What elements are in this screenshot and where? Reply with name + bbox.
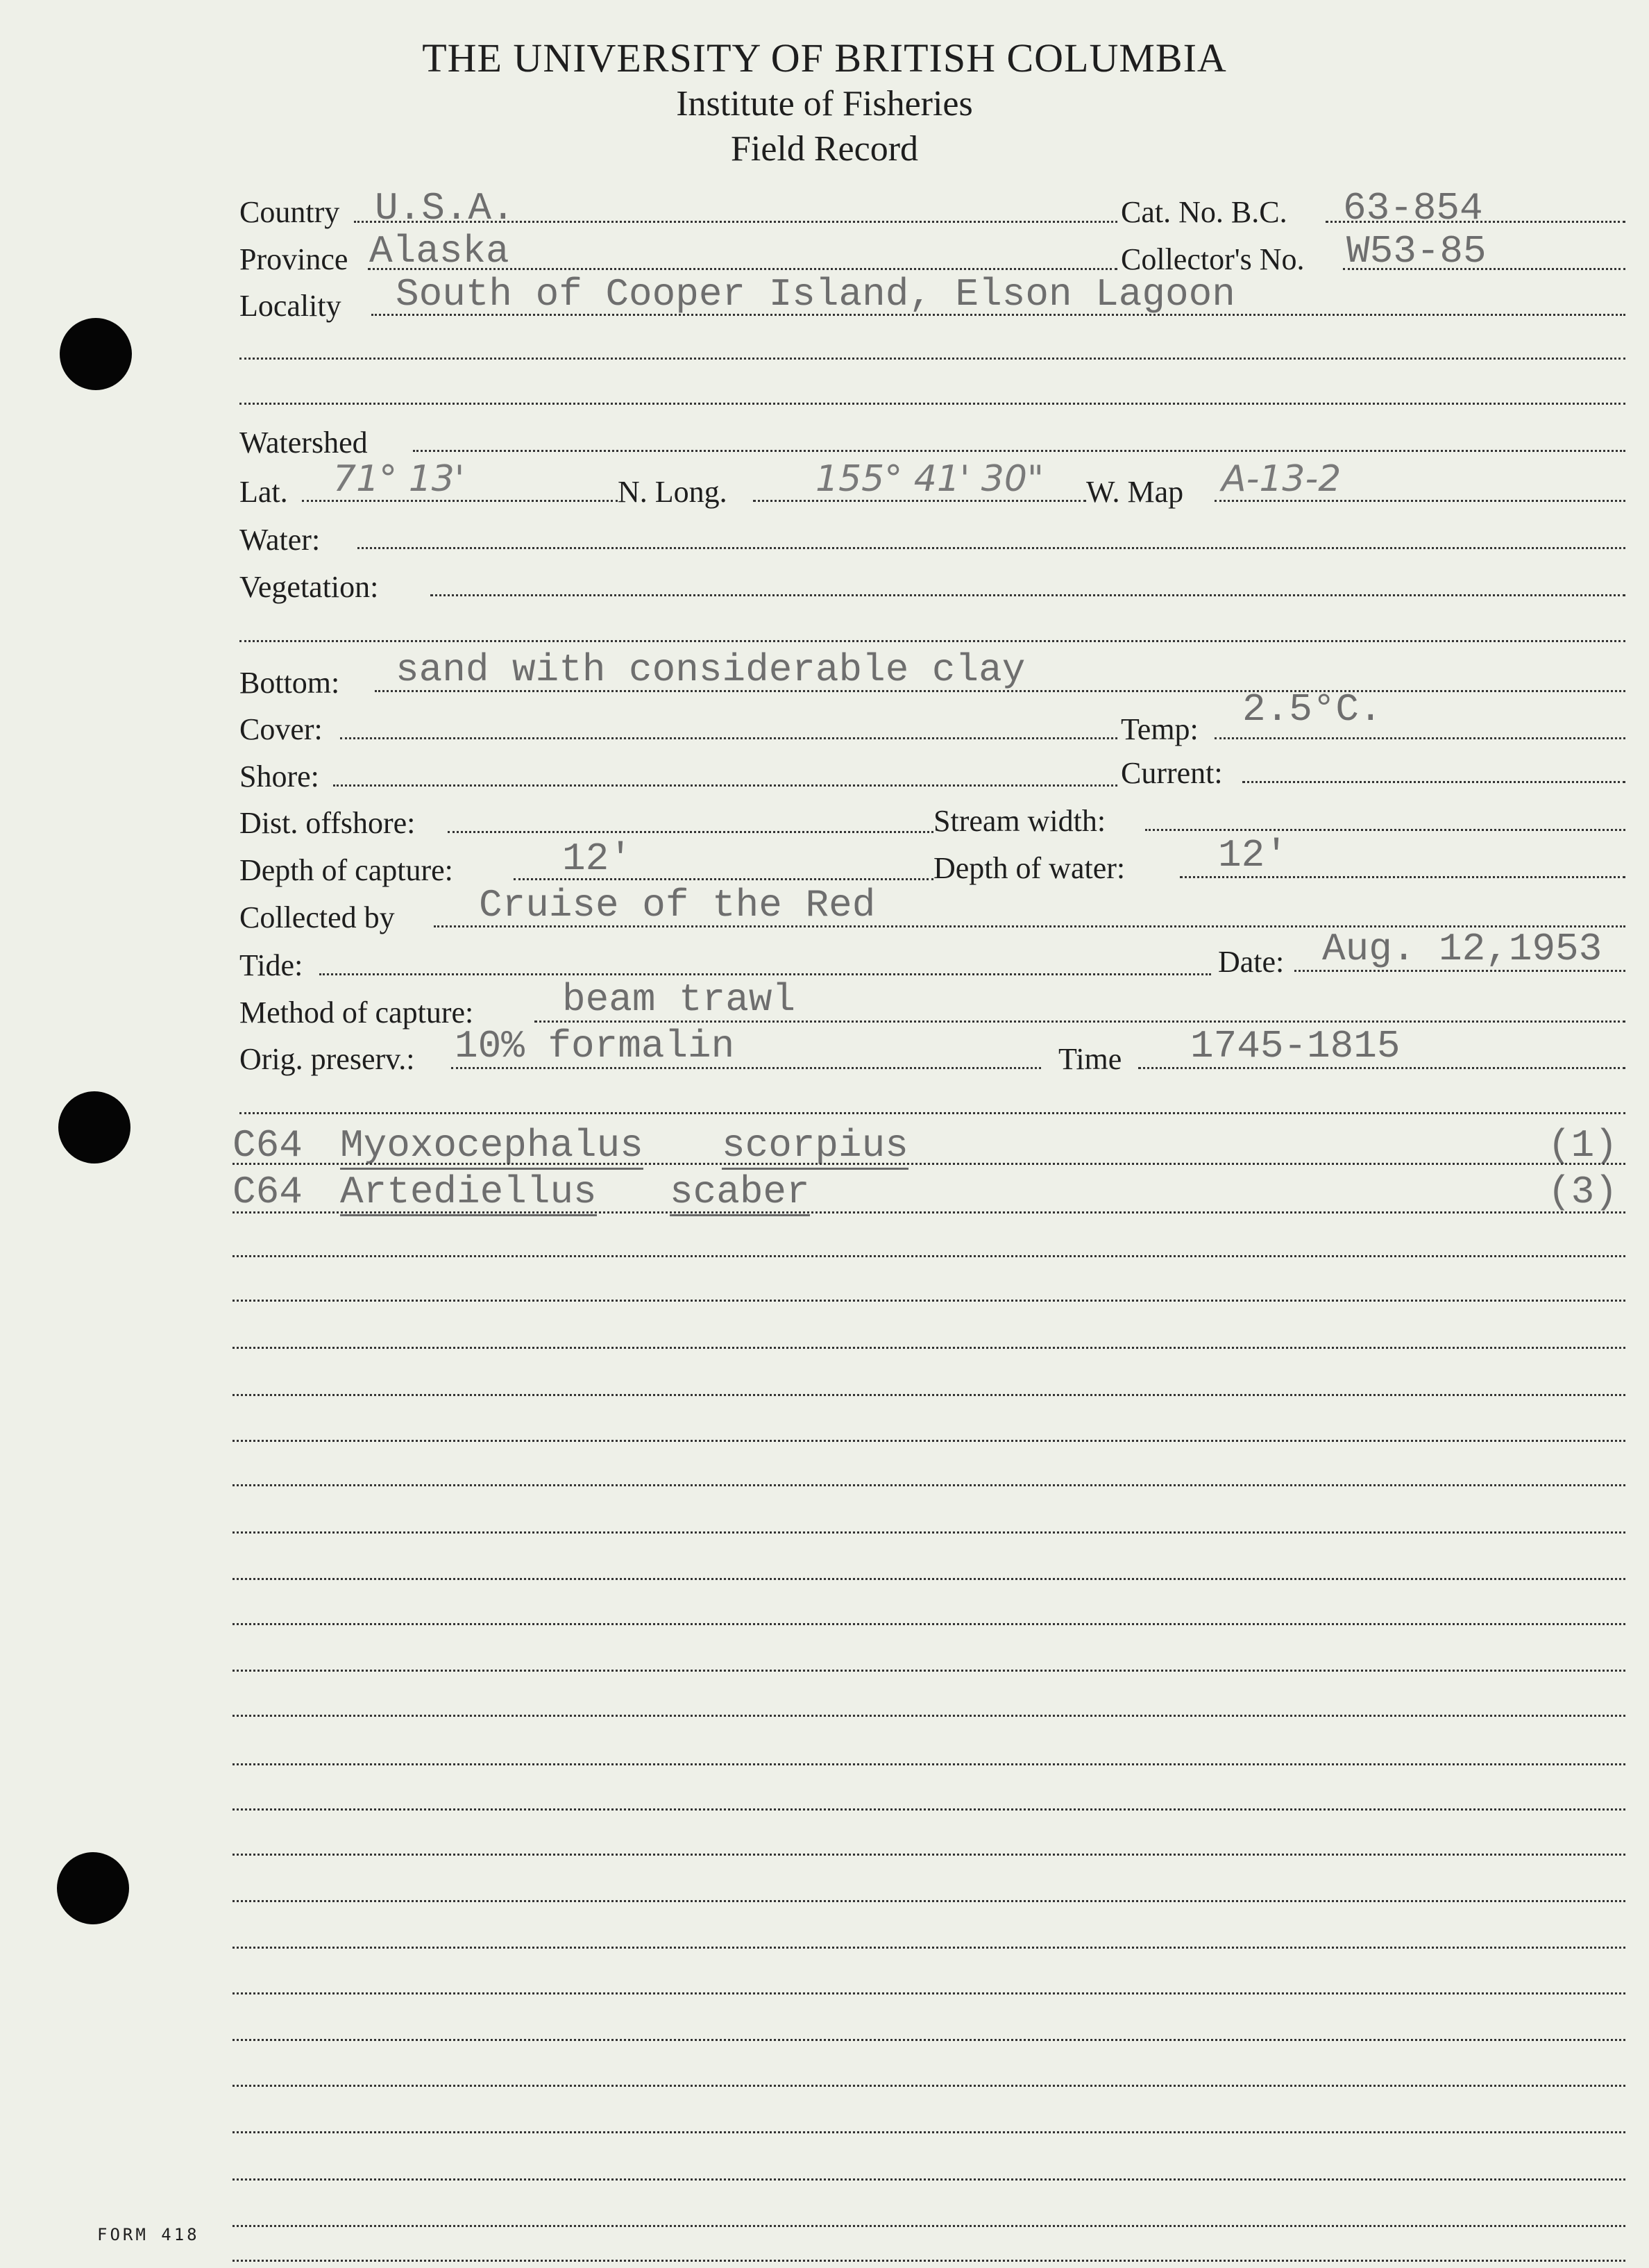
lat-line: [302, 500, 618, 502]
blank-line: [232, 2131, 1625, 2133]
specimen-species: scaber: [670, 1170, 810, 1216]
blank-line: [232, 1715, 1625, 1717]
blank-line: [232, 1347, 1625, 1349]
long-label: N. Long.: [618, 475, 727, 509]
collector-no-value: W53-85: [1346, 229, 1487, 274]
cover-label: Cover:: [239, 712, 323, 746]
locality-label: Locality: [239, 289, 341, 323]
blank-line: [232, 1578, 1625, 1580]
temp-line: [1215, 737, 1625, 739]
province-label: Province: [239, 242, 348, 276]
date-label: Date:: [1218, 945, 1285, 979]
blank-line: [232, 1670, 1625, 1672]
long-value: 155° 41' 30": [815, 458, 1044, 500]
shore-line: [333, 784, 1117, 787]
specimen-genus: Myoxocephalus: [340, 1123, 643, 1170]
time-label: Time: [1058, 1042, 1122, 1076]
temp-label: Temp:: [1121, 712, 1199, 746]
water-line: [357, 547, 1625, 549]
institute-title: Institute of Fisheries: [676, 84, 973, 124]
map-value: A-13-2: [1221, 458, 1342, 500]
collected-by-value: Cruise of the Red: [479, 883, 876, 927]
blank-line: [232, 1947, 1625, 1949]
blank-line: [232, 1992, 1625, 1994]
current-label: Current:: [1121, 756, 1223, 790]
blank-line: [232, 2260, 1625, 2262]
watershed-label: Watershed: [239, 426, 368, 460]
preserv-label: Orig. preserv.:: [239, 1042, 415, 1076]
blank-line: [232, 1623, 1625, 1625]
lat-label: Lat.: [239, 475, 288, 509]
date-value: Aug. 12,1953: [1322, 927, 1603, 971]
locality-value: South of Cooper Island, Elson Lagoon: [396, 272, 1235, 317]
specimen-code: C64: [232, 1170, 303, 1214]
blank-line: [232, 1484, 1625, 1486]
blank-line: [232, 2178, 1625, 2181]
vegetation-label: Vegetation:: [239, 570, 379, 604]
specimen-count: (3): [1548, 1170, 1618, 1214]
punch-hole-bottom: [57, 1852, 129, 1924]
blank-line: [232, 2085, 1625, 2087]
specimen-count: (1): [1548, 1123, 1618, 1168]
blank-line: [232, 1900, 1625, 1902]
blank-line: [232, 1394, 1625, 1396]
collector-no-label: Collector's No.: [1121, 242, 1305, 276]
blank-line: [232, 1763, 1625, 1765]
method-label: Method of capture:: [239, 996, 474, 1030]
cat-no-value: 63-854: [1343, 186, 1483, 230]
tide-label: Tide:: [239, 948, 303, 982]
collected-by-label: Collected by: [239, 900, 395, 934]
blank-line: [239, 403, 1625, 405]
long-line: [753, 500, 1086, 502]
stream-width-line: [1145, 829, 1625, 831]
temp-value: 2.5°C.: [1242, 687, 1382, 732]
cover-line: [340, 737, 1117, 739]
blank-line: [232, 2225, 1625, 2227]
blank-line: [232, 1531, 1625, 1534]
specimen-line: [232, 1211, 1625, 1213]
specimen-genus: Artediellus: [340, 1170, 597, 1216]
blank-line: [232, 2039, 1625, 2041]
lat-value: 71° 13': [333, 458, 465, 500]
cat-no-label: Cat. No. B.C.: [1121, 195, 1287, 229]
water-label: Water:: [239, 523, 321, 557]
blank-line: [239, 358, 1625, 360]
province-value: Alaska: [369, 229, 509, 274]
specimen-code: C64: [232, 1123, 303, 1168]
university-title: THE UNIVERSITY OF BRITISH COLUMBIA: [422, 35, 1227, 81]
depth-water-value: 12': [1218, 833, 1288, 877]
stream-width-label: Stream width:: [933, 804, 1106, 838]
depth-capture-value: 12': [562, 837, 632, 881]
current-line: [1242, 781, 1625, 783]
map-label: W. Map: [1086, 475, 1184, 509]
blank-line: [232, 1808, 1625, 1811]
record-title: Field Record: [730, 129, 919, 169]
country-value: U.S.A.: [375, 186, 515, 230]
blank-line: [239, 640, 1625, 642]
preserv-value: 10% formalin: [455, 1024, 735, 1068]
country-label: Country: [239, 195, 340, 229]
tide-line: [319, 973, 1211, 975]
watershed-line: [413, 450, 1625, 452]
bottom-value: sand with considerable clay: [396, 648, 1026, 692]
depth-water-label: Depth of water:: [933, 851, 1126, 885]
map-line: [1215, 500, 1625, 502]
dist-offshore-label: Dist. offshore:: [239, 806, 416, 840]
blank-line: [239, 1112, 1625, 1114]
blank-line: [232, 1300, 1625, 1302]
blank-line: [232, 1854, 1625, 1856]
blank-line: [232, 1255, 1625, 1257]
vegetation-line: [430, 594, 1625, 596]
bottom-label: Bottom:: [239, 666, 340, 700]
punch-hole-middle: [58, 1091, 130, 1164]
punch-hole-top: [60, 318, 132, 390]
form-number: FORM 418: [97, 2225, 200, 2244]
shore-label: Shore:: [239, 759, 319, 793]
dist-offshore-line: [448, 831, 933, 833]
depth-capture-label: Depth of capture:: [239, 853, 453, 887]
specimen-species: scorpius: [722, 1123, 908, 1170]
method-value: beam trawl: [562, 977, 796, 1022]
blank-line: [232, 1440, 1625, 1442]
time-value: 1745-1815: [1190, 1024, 1401, 1068]
specimen-line: [232, 1163, 1625, 1165]
